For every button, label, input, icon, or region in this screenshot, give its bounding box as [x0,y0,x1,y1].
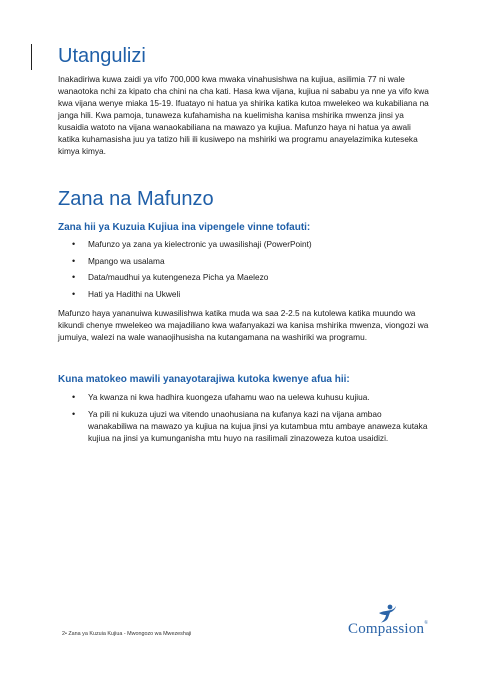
outcomes-list [70,391,430,448]
outcomes-heading: Kuna matokeo mawili yanayotarajiwa kutoka kwenye afua hii: [58,374,350,385]
list-item: • Mafunzo ya zana ya kielectronic ya uwasilishaji (PowerPoint) [70,238,430,250]
intro-paragraph: Inakadiriwa kuwa zaidi ya vifo 700,000 kwa mwaka vinahusishwa na kujiua, asilimia 77 ni wale wanaotoka nchi za kipato cha chini na cha kati. Hasa kwa vijana, kujiua ni sababu ya nne ya vifo kwa kwa vijana wenye miaka 15-19. Ifuatayo ni hatua ya shirika katika kutoa mwelekeo wa kukabiliana na janga hili. Kwa pamoja, tunaweza kufahamisha na kuelimisha kanisa mshirika mwenza jinsi ya kusaidia watoto na vijana wanaokabiliana na mawazo ya kujiua. Mafunzo haya ni hatua ya awali katika kuhamasisha juu ya tatizo hili ili kusiwepo na mshiriki wa programu anayelazimika kuteseka kimya kimya. [58,74,429,156]
delivery-paragraph: Mafunzo haya yananuiwa kuwasilishwa katika muda wa saa 2-2.5 na kutolewa katika muundo wa kikundi chenye mwelekeo wa majadiliano kwa wafanyakazi wa kanisa mshirika mwenza, viongozi wa jumuiya, walezi na wale wanaojihusisha na kutangamana na washiriki wa programu. [58,308,429,342]
margin-rule [31,44,32,70]
components-heading: Zana hii ya Kuzuia Kujiua ina vipengele vinne tofauti: [58,222,311,233]
list-item: • Hati ya Hadithi na Ukweli [70,288,430,300]
list-item: • Ya pili ni kukuza ujuzi wa vitendo unaohusiana na kufanya kazi na vijana ambao wanakabiliwa na mawazo ya kujiua na kujua jinsi ya kutambua mtu ambaye anaweza kutaka kujiua na jinsi ya kumunganisha mtu huyo na rasilimali zinazoweza kutoa usaidizi. [70,408,430,444]
tools-heading: Zana na Mafunzo [58,188,214,210]
list-item: • Data/maudhui ya kutengeneza Picha ya Maelezo [70,271,430,283]
list-item: • Ya kwanza ni kwa hadhira kuongeza ufahamu wao na uelewa kuhusu kujiua. [70,391,430,403]
page-footer: 2• Zana ya Kuzuia Kujiua - Mwongozo wa Mwezeshaji [62,631,192,637]
list-item: • Mpango wa usalama [70,255,430,267]
logo-wordmark: Compassion® [348,621,429,637]
compassion-logo [342,604,442,644]
intro-heading: Utangulizi [58,45,146,67]
components-list [70,238,430,304]
